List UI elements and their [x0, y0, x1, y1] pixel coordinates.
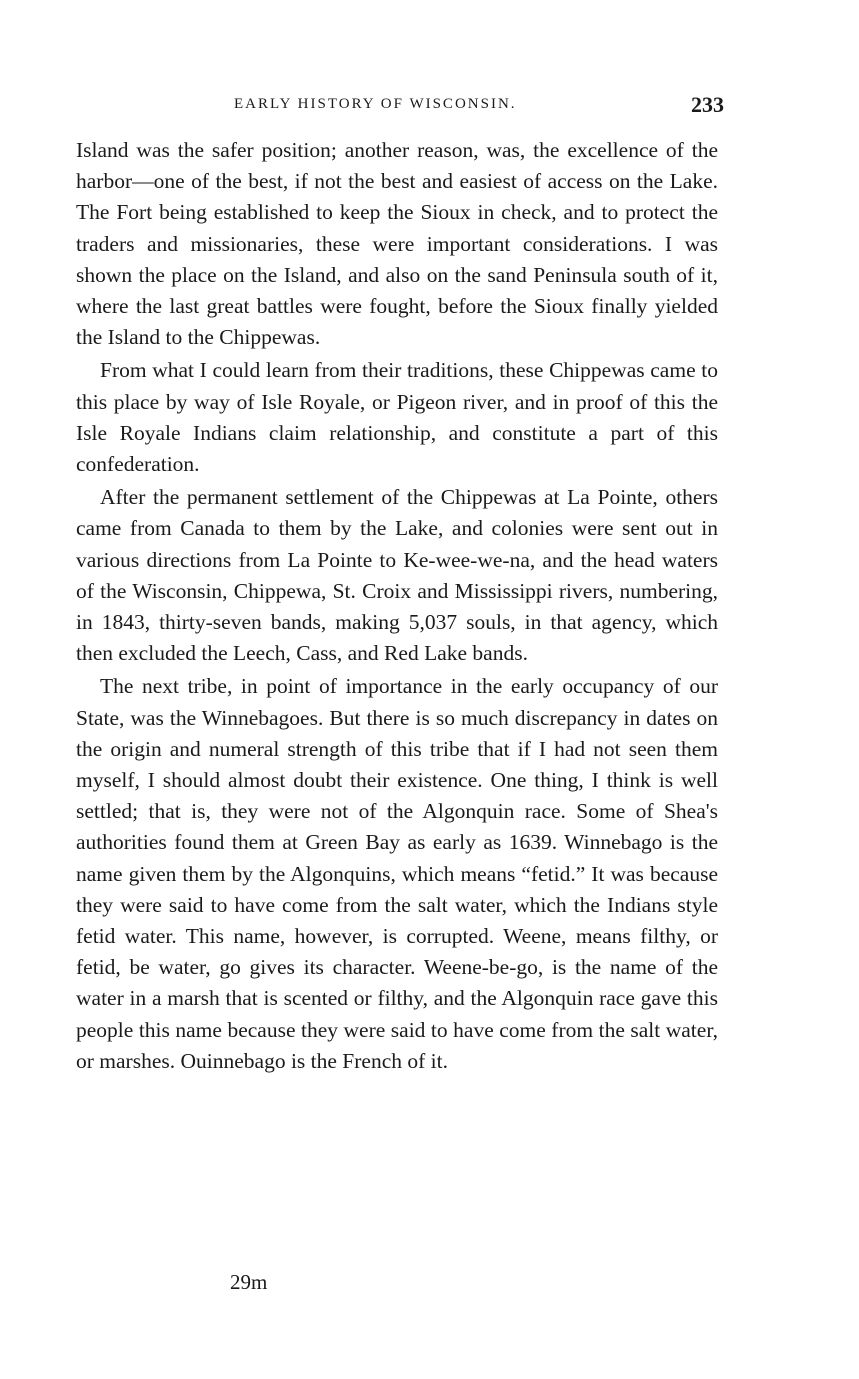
paragraph-3: After the permanent settlement of the Chippewas at La Pointe, others came from Canada to them by the Lake, and colonies were sent out in various directions from La Pointe to Ke-wee-we-na, and the head waters of the Wisconsin, Chippewa, St. Croix and Mississippi rivers, numbering, in 1843, thirty-seven bands, making 5,037 souls, in that agency, which then excluded the Leech, Cass, and Red Lake bands.	[76, 485, 718, 666]
running-title: EARLY HISTORY OF WISCONSIN.	[234, 96, 517, 112]
page-number: 233	[691, 92, 724, 117]
paragraph-2: From what I could learn from their traditions, these Chippewas came to this place by way of Isle Royale, or Pigeon river, and in proof of this the Isle Royale Indians claim relationship, and constitute a part of this confederation.	[76, 358, 718, 477]
running-head	[64, 92, 724, 122]
body-text	[76, 135, 718, 1077]
paragraph-1: Island was the safer position; another reason, was, the excellence of the harbor—one of the best, if not the best and easiest of access on the Lake. The Fort being established to keep the Sioux in check, and to protect the traders and missionaries, these were important considerations. I was shown the place on the Island, and also on the sand Peninsula south of it, where the last great battles were fought, before the Sioux finally yielded the Island to the Chippewas.	[76, 138, 718, 350]
signature-mark: 29m	[230, 1270, 268, 1294]
paragraph-4: The next tribe, in point of importance in the early occupancy of our State, was the Winnebagoes. But there is so much discrepancy in dates on the origin and numeral strength of this tribe that if I had not seen them myself, I should almost doubt their existence. One thing, I think is well settled; that is, they were not of the Algonquin race. Some of Shea's authorities found them at Green Bay as early as 1639. Winnebago is the name given them by the Algonquins, which means “fetid.” It was because they were said to have come from the salt water, which the Indians style fetid water. This name, however, is corrupted. Weene, means filthy, or fetid, be water, go gives its character. Weene-be-go, is the name of the water in a marsh that is scented or filthy, and the Algonquin race gave this people this name because they were said to have come from the salt water, or marshes. Ouinnebago is the French of it.	[76, 674, 718, 1073]
